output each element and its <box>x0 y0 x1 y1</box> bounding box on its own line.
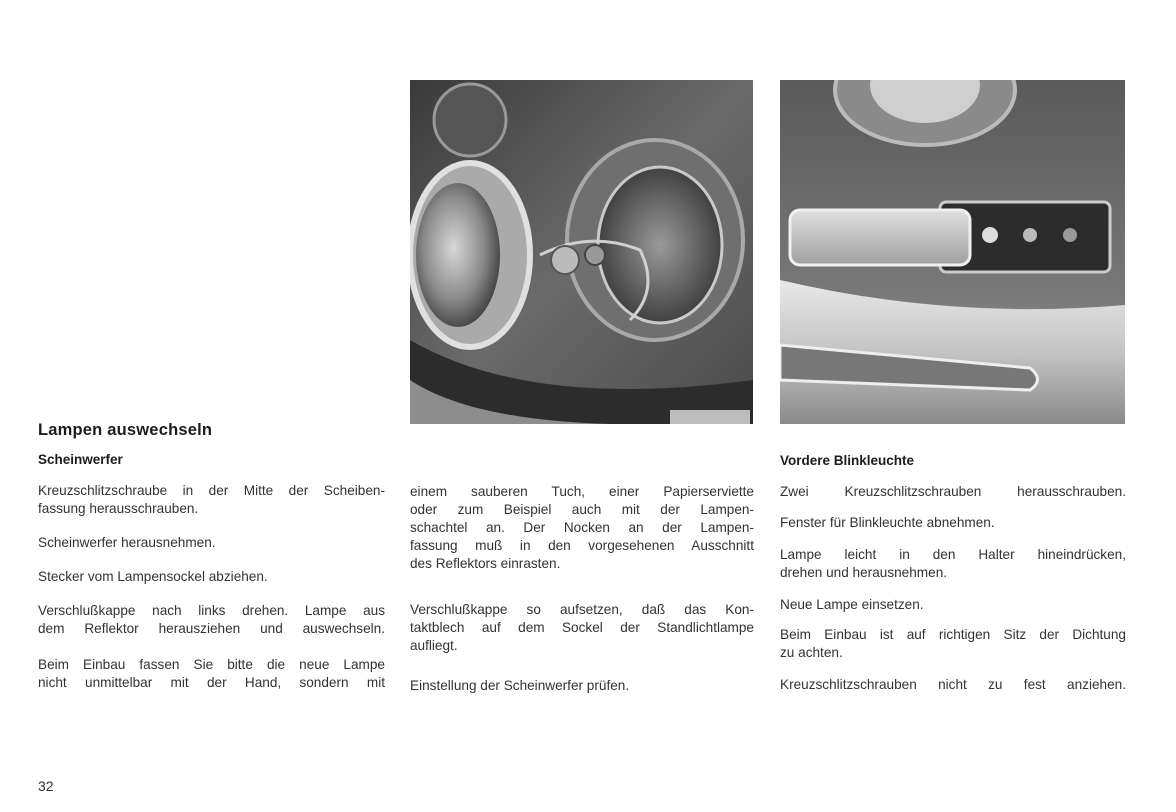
paragraph: Verschlußkappe so aufsetzen, daß das Kon- <box>410 602 754 617</box>
paragraph: Verschlußkappe nach links drehen. Lampe aus <box>38 603 385 618</box>
paragraph: Kreuzschlitzschrauben nicht zu fest anziehen. <box>780 677 1126 692</box>
paragraph: Kreuzschlitzschraube in der Mitte der Scheiben- <box>38 483 385 498</box>
paragraph: dem Reflektor herausziehen und auswechseln. <box>38 621 385 636</box>
paragraph: nicht unmittelbar mit der Hand, sondern mit <box>38 675 385 690</box>
paragraph: Fenster für Blinkleuchte abnehmen. <box>780 515 995 530</box>
subheading-blinkleuchte: Vordere Blinkleuchte <box>780 453 915 468</box>
paragraph: schachtel an. Der Nocken an der Lampen- <box>410 520 754 535</box>
subheading-scheinwerfer: Scheinwerfer <box>38 452 123 467</box>
headlight-photo <box>410 80 753 424</box>
paragraph: Lampe leicht in den Halter hineindrücken, <box>780 547 1126 562</box>
page-number: 32 <box>38 778 54 794</box>
paragraph: des Reflektors einrasten. <box>410 556 561 571</box>
turn-signal-photo <box>780 80 1125 424</box>
paragraph: einem sauberen Tuch, einer Papierserviette <box>410 484 754 499</box>
paragraph: Beim Einbau ist auf richtigen Sitz der Dichtung <box>780 627 1126 642</box>
paragraph: oder zum Beispiel auch mit der Lampen- <box>410 502 754 517</box>
paragraph: Beim Einbau fassen Sie bitte die neue Lampe <box>38 657 385 672</box>
paragraph: Stecker vom Lampensockel abziehen. <box>38 569 268 584</box>
paragraph: zu achten. <box>780 645 843 660</box>
paragraph: Einstellung der Scheinwerfer prüfen. <box>410 678 630 693</box>
paragraph: taktblech auf dem Sockel der Standlichtlampe <box>410 620 754 635</box>
paragraph: Zwei Kreuzschlitzschrauben herausschrauben. <box>780 484 1126 499</box>
paragraph: drehen und herausnehmen. <box>780 565 948 580</box>
section-heading: Lampen auswechseln <box>38 421 213 439</box>
paragraph: Scheinwerfer herausnehmen. <box>38 535 216 550</box>
paragraph: fassung muß in den vorgesehenen Ausschnitt <box>410 538 754 553</box>
paragraph: fassung herausschrauben. <box>38 501 199 516</box>
paragraph: aufliegt. <box>410 638 458 653</box>
paragraph: Neue Lampe einsetzen. <box>780 597 924 612</box>
